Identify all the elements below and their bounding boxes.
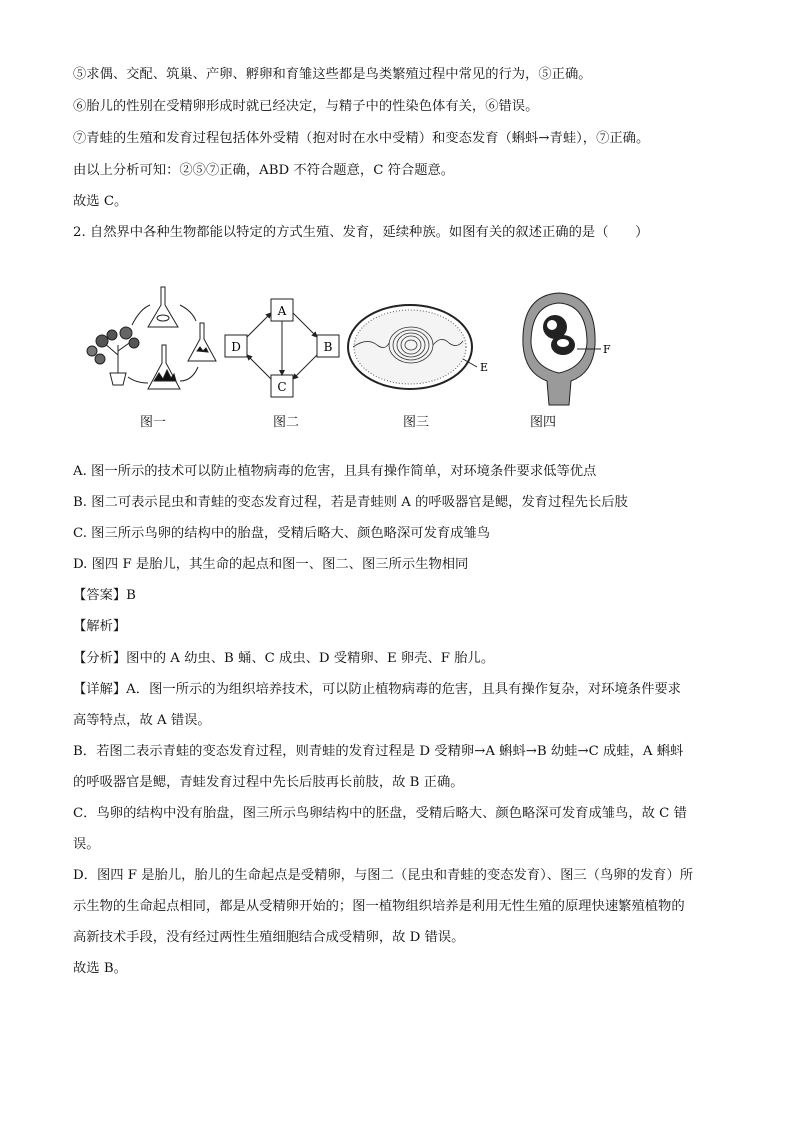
text-line: ⑥胎儿的性别在受精卵形成时就已经决定，与精子中的性染色体有关，⑥错误。 xyxy=(73,99,539,114)
figure-2-label: 图二 xyxy=(272,415,299,430)
text-line: 故选 C。 xyxy=(73,194,128,209)
option-a: A. 图一所示的技术可以防止植物病毒的危害，且具有操作简单，对环境条件要求低等优点 xyxy=(73,464,597,479)
node-c: C xyxy=(277,380,287,394)
option-d: D. 图四 F 是胎儿，其生命的起点和图一、图二、图三所示生物相同 xyxy=(73,557,469,572)
analysis-line: D．图四 F 是胎儿，胎儿的生命起点是受精卵，与图二（昆虫和青蛙的变态发育）、图三（鸟卵的发育）所 xyxy=(73,868,694,883)
analysis-line: 高新技术手段，没有经过两性生殖细胞结合成受精卵，故 D 错误。 xyxy=(73,930,465,945)
figure-1-tissue-culture xyxy=(78,285,228,405)
potted-plant-icon xyxy=(87,327,139,385)
figure-3-label: 图三 xyxy=(402,415,429,430)
analysis-line: C．鸟卵的结构中没有胎盘，图三所示鸟卵结构中的胚盘，受精后略大、颜色略深可发育成雏鸟，故 C 错 xyxy=(73,806,687,821)
answer-line: 【答案】B xyxy=(73,588,136,603)
question-stem: 2. 自然界中各种生物都能以特定的方式生殖、发育，延续种族。如图有关的叙述正确的是（ ） xyxy=(73,225,649,240)
analysis-line: 误。 xyxy=(73,837,100,852)
figure-4-fetus xyxy=(505,285,620,410)
text-line: ⑦青蛙的生殖和发育过程包括体外受精（抱对时在水中受精）和变态发育（蝌蚪→青蛙），⑦正确。 xyxy=(73,131,650,146)
analysis-line: 示生物的生命起点相同，都是从受精卵开始的；图一植物组织培养是利用无性生殖的原理快速繁殖植物的 xyxy=(73,899,685,914)
analysis-line: 高等特点，故 A 错误。 xyxy=(73,713,211,728)
option-c: C. 图三所示鸟卵的结构中的胎盘，受精后略大、颜色略深可发育成雏鸟 xyxy=(73,526,491,541)
analysis-header: 【解析】 xyxy=(73,619,127,634)
node-b: B xyxy=(323,340,333,354)
flask-icon xyxy=(148,345,180,389)
analysis-line: 故选 B。 xyxy=(73,961,127,976)
figure-3-bird-egg xyxy=(345,297,495,397)
flask-icon xyxy=(148,287,178,327)
analysis-line: 【详解】A．图一所示的为组织培养技术，可以防止植物病毒的危害，且具有操作复杂，对环境条件要求 xyxy=(73,682,681,697)
option-b: B. 图二可表示昆虫和青蛙的变态发育过程，若是青蛙则 A 的呼吸器官是鳃，发育过程先长后肢 xyxy=(73,495,628,510)
figure-row xyxy=(73,285,633,435)
analysis-line: 的呼吸器官是鳃，青蛙发育过程中先长后肢再长前肢，故 B 正确。 xyxy=(73,775,464,790)
figure-4-label: 图四 xyxy=(529,415,556,430)
node-d: D xyxy=(231,340,241,354)
node-a: A xyxy=(277,304,287,318)
marker-f: F xyxy=(603,343,611,356)
figure-1-label: 图一 xyxy=(139,415,166,430)
text-line: 由以上分析可知：②⑤⑦正确，ABD 不符合题意，C 符合题意。 xyxy=(73,163,455,178)
analysis-line: 【分析】图中的 A 幼虫、B 蛹、C 成虫、D 受精卵、E 卵壳、F 胎儿。 xyxy=(73,651,495,666)
marker-e: E xyxy=(480,361,489,374)
analysis-line: B．若图二表示青蛙的变态发育过程，则青蛙的发育过程是 D 受精卵→A 蝌蚪→B 幼蛙→C 成蛙，A 蝌蚪 xyxy=(73,744,684,759)
flask-icon xyxy=(188,323,216,361)
figure-2-life-cycle xyxy=(223,293,348,403)
text-line: ⑤求偶、交配、筑巢、产卵、孵卵和育雏这些都是鸟类繁殖过程中常见的行为，⑤正确。 xyxy=(73,67,592,82)
